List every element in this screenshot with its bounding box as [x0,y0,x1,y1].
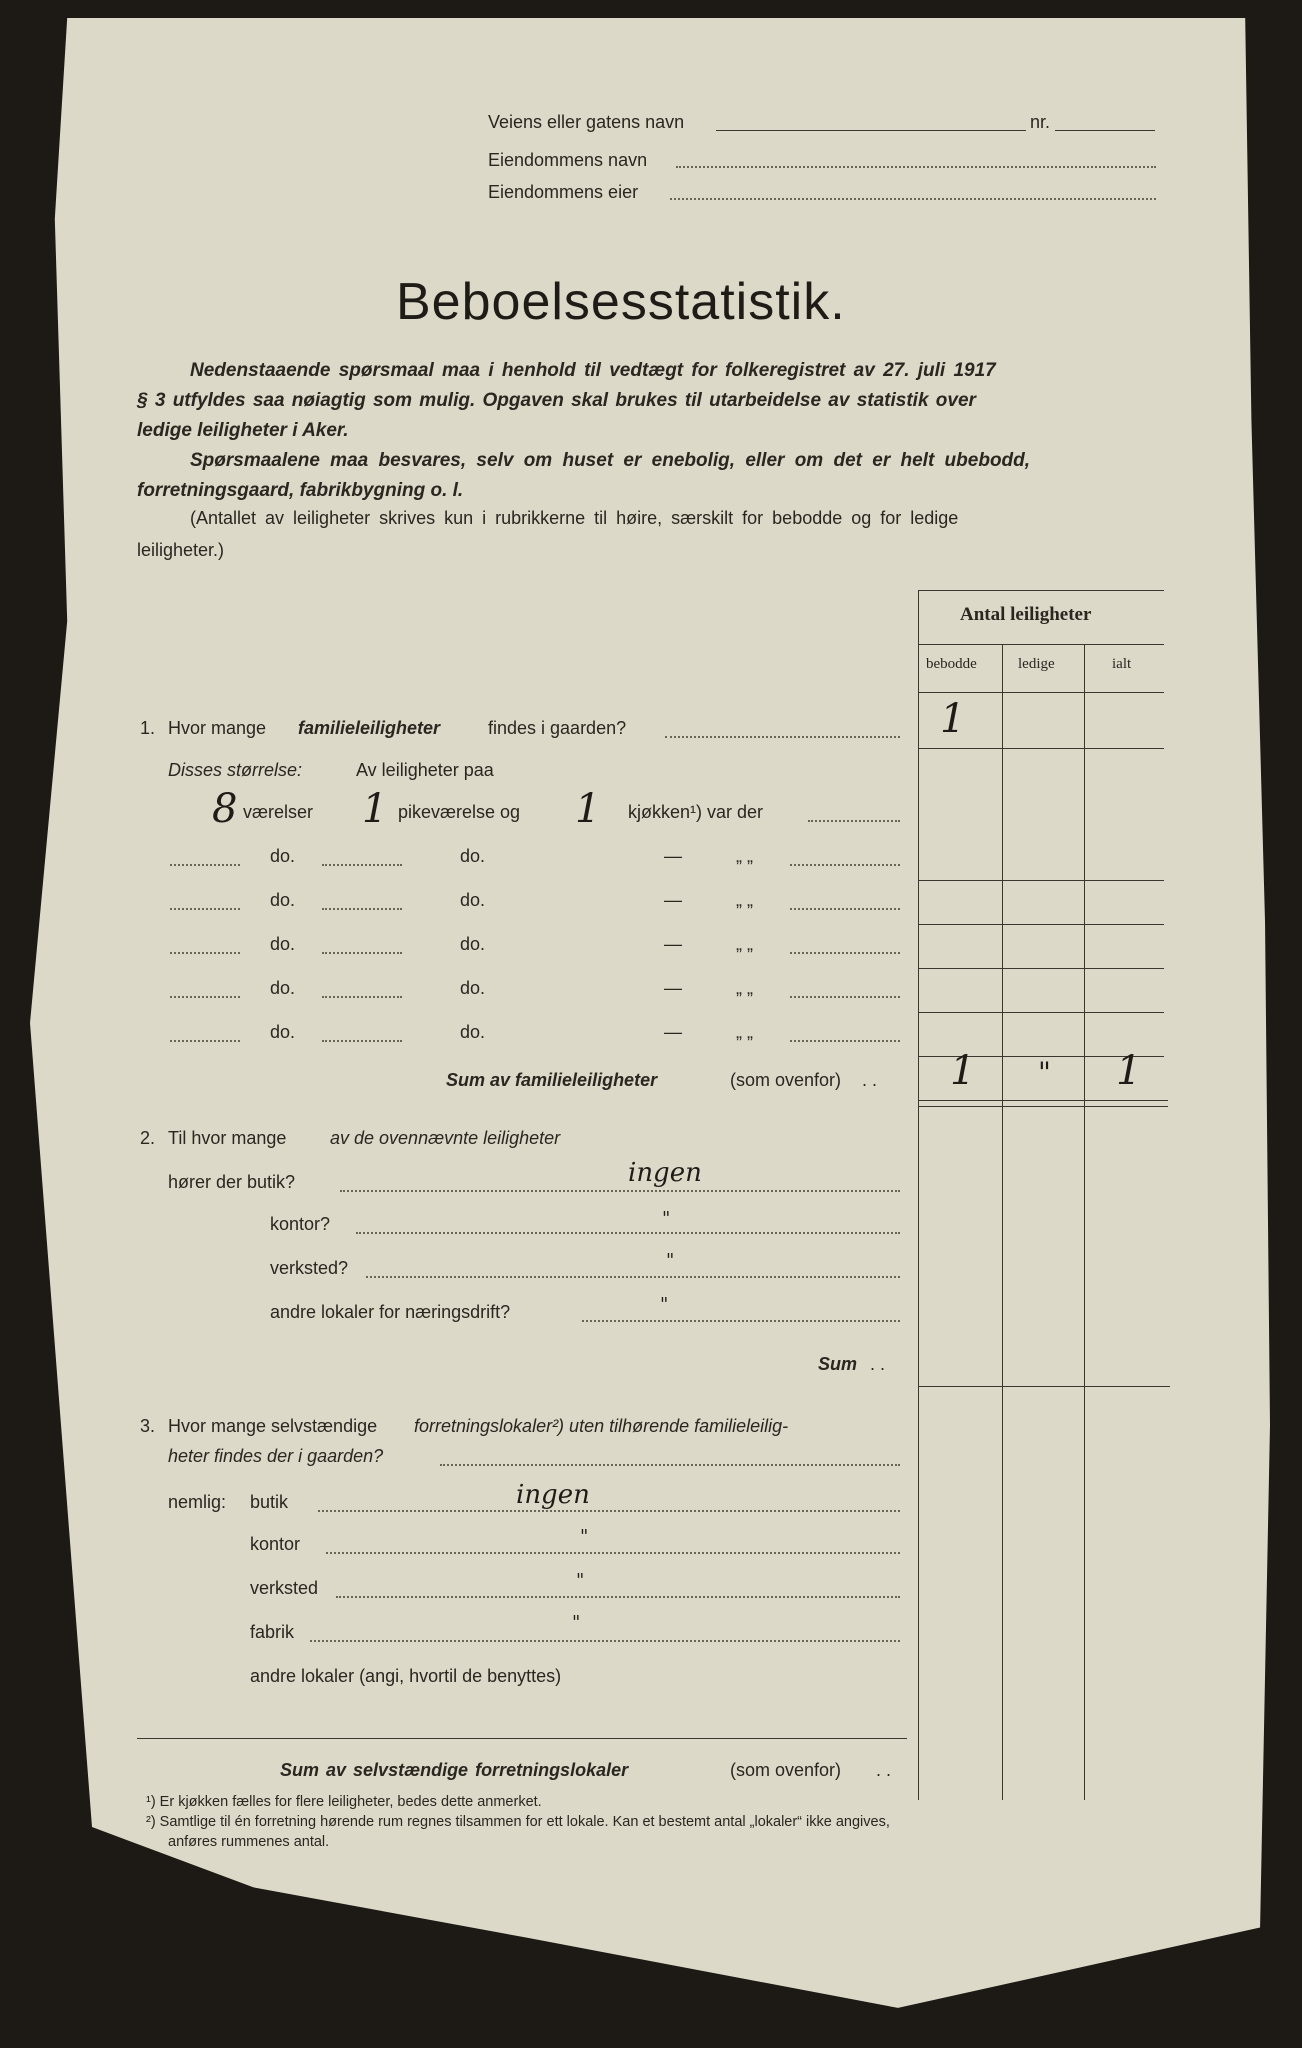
do-quote: „ „ [736,1022,753,1042]
do-row-leader [790,864,900,866]
do-row-leader [322,908,402,910]
q3-butik-answer[interactable]: ingen [516,1480,590,1510]
q3-butik-leader [318,1510,900,1512]
do-label-2: do. [460,846,486,866]
q2-kontor-label: kontor? [270,1214,331,1234]
q3-verksted-label: verksted [250,1578,319,1598]
q3-separator [137,1738,907,1739]
do-label-2: do. [460,934,486,954]
q1-number: 1. [140,718,156,738]
intro-p1-l2: § 3 utfyldes saa nøiagtig som mulig. Opgaven skal brukes til utarbeidelse av statistik over [137,390,976,411]
do-label-1: do. [270,978,296,998]
table-sum-rule-bottom [918,1106,1168,1107]
do-dash: — [664,890,682,910]
q1-text-c: findes i gaarden? [488,718,627,738]
page-title: Beboelsesstatistik. [396,273,846,331]
do-row-leader [170,996,240,998]
property-name-line[interactable] [676,166,1156,168]
nr-label: nr. [1030,112,1051,132]
do-row-leader [790,1040,900,1042]
do-row-leader [170,908,240,910]
q2-verksted-answer[interactable]: " [666,1250,675,1271]
q2-andre-leader [582,1320,900,1322]
do-row-leader [170,952,240,954]
q2-text-a: Til hvor mange [168,1128,287,1148]
footnote-2-line1: ²) Samtlige til én forretning hørende rum regnes tilsammen for ett lokale. Kan et bestemt antal „lokaler“ ikke angives, [146,1814,890,1830]
q2-verksted-label: verksted? [270,1258,349,1278]
table-col-divider-1 [1002,644,1003,1800]
table-row-rule [918,1012,1164,1013]
nr-line[interactable] [1055,130,1155,131]
col-ledige: ledige [1018,656,1055,672]
table-row-rule [918,924,1164,925]
q1-sum-dots: . . [862,1070,878,1090]
col-bebodde: bebodde [926,656,977,672]
table-row-rule [918,968,1164,969]
q3-andre-label: andre lokaler (angi, hvortil de benyttes) [250,1666,562,1686]
table-header-rule [918,644,1164,645]
q1-sum-bebodde[interactable]: 1 [950,1048,976,1094]
do-row-leader [322,952,402,954]
table-title: Antal leiligheter [960,604,1092,625]
q2-text-b: av de ovennævnte leiligheter [330,1128,561,1148]
intro-p3-l1: (Antallet av leiligheter skrives kun i rubrikkerne til høire, særskilt for bebodde og for ledige [190,508,959,528]
q1-pike-label: pikeværelse og [398,802,521,822]
property-owner-line[interactable] [670,198,1156,200]
q3-fabrik-leader [310,1640,900,1642]
q3-sum-suffix: (som ovenfor) [730,1760,842,1780]
intro-p2-l2: forretningsgaard, fabrikbygning o. l. [137,480,464,501]
do-dash: — [664,934,682,954]
q1-size-label: Disses størrelse: [168,760,303,780]
q2-verksted-leader [366,1276,900,1278]
q2-number: 2. [140,1128,156,1148]
street-line[interactable] [716,130,1026,131]
q2-kontor-leader [356,1232,900,1234]
intro-p2-l1: Spørsmaalene maa besvares, selv om huset er enebolig, eller om det er helt ubebodd, [190,450,1031,471]
q3-verksted-leader [336,1596,900,1598]
q1-answer-bebodde[interactable]: 1 [940,696,966,742]
q1-pike-value[interactable]: 1 [362,786,388,832]
q3-kontor-leader [326,1552,900,1554]
do-row-leader [790,996,900,998]
q3-text-b: forretningslokaler²) uten tilhørende familieleilig- [414,1416,789,1436]
q3-text-c: heter findes der i gaarden? [168,1446,384,1466]
q1-vaerelser-value[interactable]: 8 [212,786,238,832]
q1-size-text: Av leiligheter paa [356,760,494,780]
do-label-1: do. [270,846,296,866]
q3-sum-dots: . . [876,1760,892,1780]
do-row-leader [322,864,402,866]
property-owner-label: Eiendommens eier [488,182,639,202]
q1-kjokken-value[interactable]: 1 [575,786,601,832]
do-label-1: do. [270,1022,296,1042]
q3-verksted-answer[interactable]: " [576,1570,585,1591]
table-col-divider-2 [1084,644,1085,1800]
q2-andre-answer[interactable]: " [660,1294,669,1315]
street-label: Veiens eller gatens navn [488,112,685,132]
q1-sum-label: Sum av familieleiligheter [446,1070,658,1090]
intro-p1-l3: ledige leiligheter i Aker. [137,420,349,441]
footnote-2-line2: anføres rummenes antal. [168,1834,330,1850]
intro-p3-l2: leiligheter.) [137,540,225,560]
do-dash: — [664,978,682,998]
q3-sum-label: Sum av selvstændige forretningslokaler [280,1760,629,1780]
q1-text-a: Hvor mange [168,718,267,738]
table-q2-sum-rule [918,1386,1170,1387]
q3-butik-label: butik [250,1492,289,1512]
table-row-rule [918,748,1164,749]
q1-sum-suffix: (som ovenfor) [730,1070,842,1090]
col-ialt: ialt [1112,656,1132,672]
q1-sum-ialt[interactable]: 1 [1116,1048,1142,1094]
q3-kontor-answer[interactable]: " [580,1526,589,1547]
q3-text-leader [440,1464,900,1466]
do-label-1: do. [270,934,296,954]
do-label-2: do. [460,1022,486,1042]
table-left-border [918,590,919,1800]
q1-leader [665,736,900,738]
q3-fabrik-label: fabrik [250,1622,295,1642]
q2-butik-label: hører der butik? [168,1172,296,1192]
q2-andre-label: andre lokaler for næringsdrift? [270,1302,511,1322]
do-label-1: do. [270,890,296,910]
q3-kontor-label: kontor [250,1534,301,1554]
q2-butik-answer[interactable]: ingen [628,1158,702,1188]
do-quote: „ „ [736,934,753,954]
table-top-rule [918,590,1164,591]
do-dash: — [664,1022,682,1042]
do-label-2: do. [460,890,486,910]
q1-kjokken-label: kjøkken¹) var der [628,802,764,822]
property-name-label: Eiendommens navn [488,150,648,170]
do-quote: „ „ [736,846,753,866]
q1-vaerelser-label: værelser [243,802,314,822]
do-row-leader [170,1040,240,1042]
intro-p1-l1: Nedenstaaende spørsmaal maa i henhold til vedtægt for folkeregistret av 27. juli 1917 [190,360,996,381]
q2-sum-dots: . . [870,1354,886,1374]
do-row-leader [170,864,240,866]
do-dash: — [664,846,682,866]
do-row-leader [322,1040,402,1042]
do-row-leader [322,996,402,998]
q1-row1-leader [808,820,900,822]
q3-fabrik-answer[interactable]: " [572,1612,581,1633]
q2-sum-label: Sum [818,1354,858,1374]
q3-text-a: Hvor mange selvstændige [168,1416,378,1436]
q3-number: 3. [140,1416,156,1436]
q3-nemlig-label: nemlig: [168,1492,227,1512]
footnote-1: ¹) Er kjøkken fælles for flere leiligheter, bedes dette anmerket. [146,1794,542,1810]
do-row-leader [790,952,900,954]
q2-kontor-answer[interactable]: " [662,1208,671,1229]
table-subheader-rule [918,692,1164,693]
do-quote: „ „ [736,890,753,910]
q2-butik-leader [340,1190,900,1192]
table-sum-rule-top [918,1100,1168,1101]
table-row-rule [918,880,1164,881]
do-label-2: do. [460,978,486,998]
do-quote: „ „ [736,978,753,998]
q1-text-b: familieleiligheter [298,718,441,738]
q1-sum-ledige[interactable]: " [1038,1056,1051,1089]
do-row-leader [790,908,900,910]
